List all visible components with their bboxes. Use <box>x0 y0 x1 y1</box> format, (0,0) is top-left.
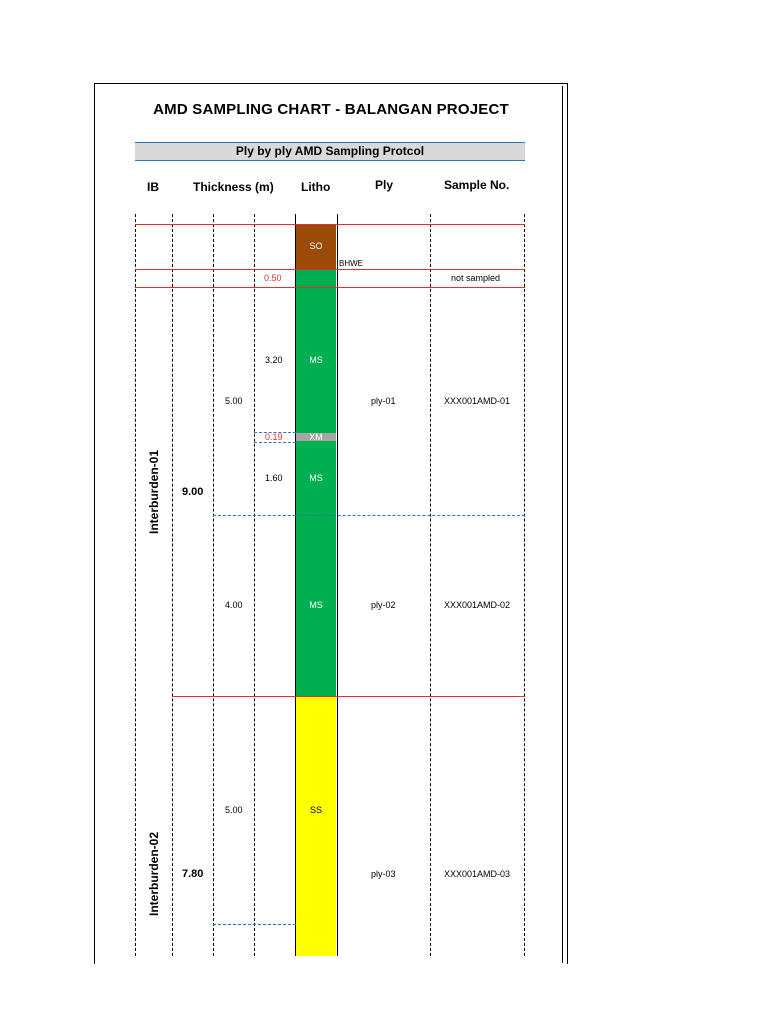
litho-label-ms3: MS <box>309 600 323 610</box>
ms1-thickness: 3.20 <box>265 355 283 365</box>
ply3-name: ply-03 <box>371 869 396 879</box>
ply1-thickness: 5.00 <box>225 396 243 406</box>
column-line-5 <box>430 214 431 956</box>
litho-label-ss: SS <box>309 805 322 815</box>
header-thickness: Thickness (m) <box>193 180 274 194</box>
bhwe-label: BHWE <box>339 259 363 268</box>
boundary-top <box>135 224 525 225</box>
column-line-2 <box>172 214 173 956</box>
ib1-total-thickness: 9.00 <box>182 486 204 498</box>
litho-label-so: SO <box>309 241 323 251</box>
xm-split-bottom <box>254 442 296 443</box>
litho-label-ms1: MS <box>309 355 323 365</box>
header-ply: Ply <box>375 178 394 192</box>
xm-thickness: 0.19 <box>265 432 283 442</box>
chart-title: AMD SAMPLING CHART - BALANGAN PROJECT <box>153 101 509 118</box>
header-litho: Litho <box>301 180 331 194</box>
column-line-6 <box>524 214 525 956</box>
ms2-thickness: 1.60 <box>265 473 283 483</box>
header-sample-no: Sample No. <box>444 178 510 192</box>
ply2-thickness: 4.00 <box>225 600 243 610</box>
ply-split-1 <box>213 515 525 516</box>
litho-label-xm: XM <box>309 432 323 442</box>
header-ib: IB <box>147 180 159 194</box>
column-line-3 <box>213 214 214 956</box>
page-frame-shadow <box>562 86 566 963</box>
ply1-name: ply-01 <box>371 396 396 406</box>
boundary-weathered <box>135 269 525 270</box>
litho-label-ms2: MS <box>309 473 323 483</box>
ply3-thickness: 5.00 <box>225 805 243 815</box>
boundary-ib2-top <box>172 696 525 697</box>
ply-split-2 <box>213 924 296 925</box>
ply3-sample: XXX001AMD-03 <box>444 869 511 879</box>
ib2-total-thickness: 7.80 <box>182 868 204 880</box>
ply2-sample: XXX001AMD-02 <box>444 600 511 610</box>
ib1-name: Interburden-01 <box>147 450 161 535</box>
weathered-thickness: 0.50 <box>264 273 282 283</box>
ply2-name: ply-02 <box>371 600 396 610</box>
ply1-sample: XXX001AMD-01 <box>444 396 511 406</box>
protocol-subtitle: Ply by ply AMD Sampling Protcol <box>135 142 525 161</box>
ib2-name: Interburden-02 <box>147 832 161 917</box>
litho-column-border <box>295 214 338 956</box>
column-line-1 <box>135 214 136 956</box>
column-line-4 <box>254 214 255 956</box>
not-sampled-label: not sampled <box>451 273 501 283</box>
boundary-ib1-top <box>135 287 525 288</box>
